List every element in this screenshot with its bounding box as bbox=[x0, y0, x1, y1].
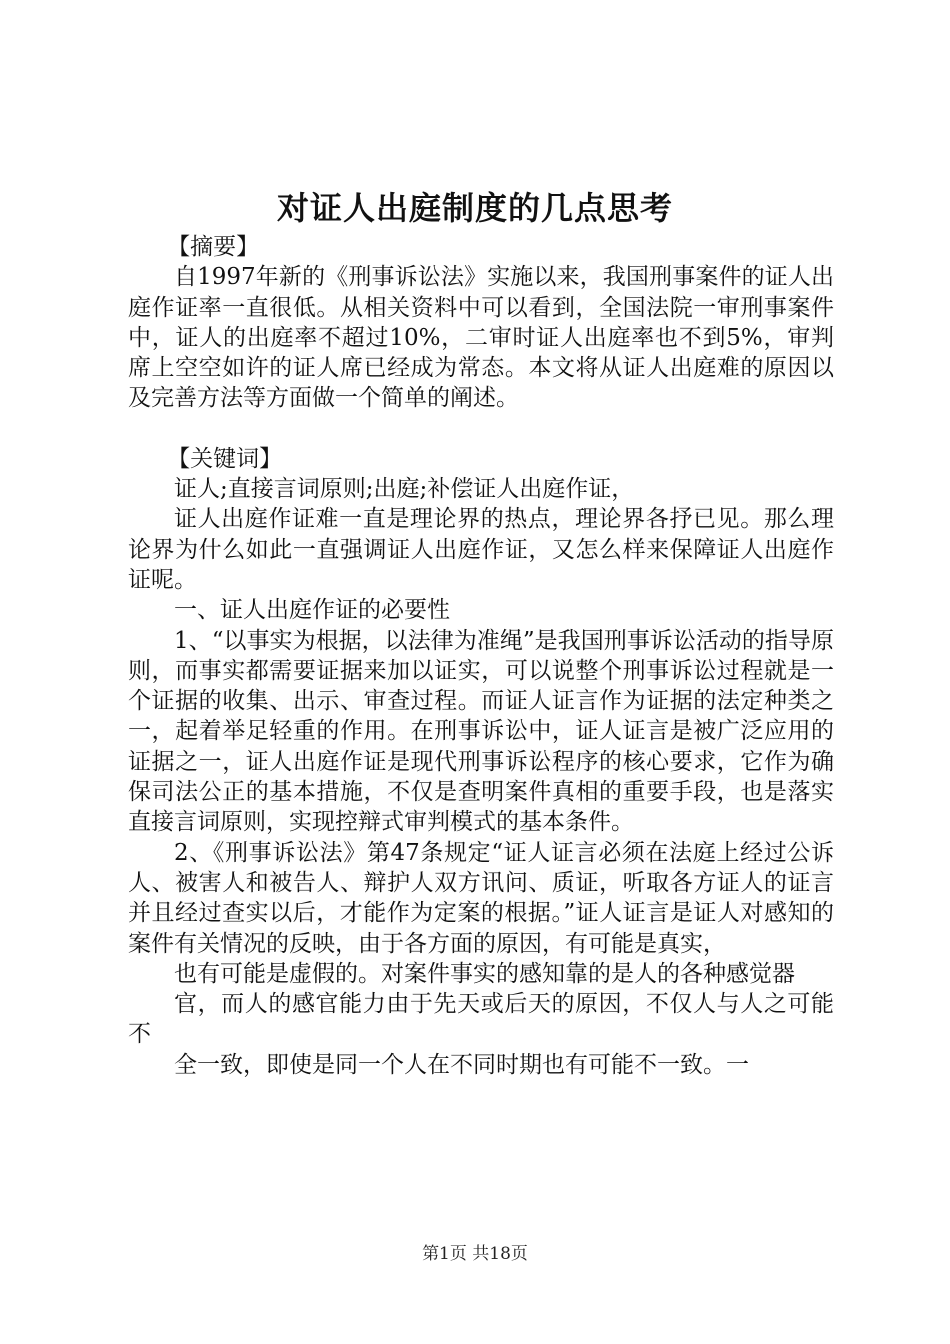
abstract-paragraph: 自1997年新的《刑事诉讼法》实施以来，我国刑事案件的证人出庭作证率一直很低。从相关资料中可以看到，全国法院一审刑事案件中，证人的出庭率不超过10%，二审时证人出庭率也不到5%，审判席上空空如许的证人席已经成为常态。本文将从证人出庭难的原因以及完善方法等方面做一个简单的阐述。 bbox=[128, 264, 834, 412]
fragment-paragraph-3: 全一致，即使是同一个人在不同时期也有可能不一致。一 bbox=[174, 1051, 749, 1078]
abstract-label: 【摘要】 bbox=[167, 234, 260, 260]
document-title: 对证人出庭制度的几点思考 bbox=[276, 189, 673, 227]
point-2-paragraph: 2、《刑事诉讼法》第47条规定“证人证言必须在法庭上经过公诉人、被害人和被告人、辩护人双方讯问、质证，听取各方证人的证言并且经过查实以后，才能作为定案的根据。”证人证言是证人对感知的案件有关情况的反映，由于各方面的原因，有可能是真实， bbox=[128, 839, 834, 957]
fragment-paragraph-1: 也有可能是虚假的。对案件事实的感知靠的是人的各种感觉器 bbox=[174, 960, 795, 987]
section-heading: 一、证人出庭作证的必要性 bbox=[174, 597, 450, 624]
keywords-paragraph: 证人;直接言词原则;出庭;补偿证人出庭作证， bbox=[174, 476, 635, 503]
point-1-paragraph: 1、“以事实为根据，以法律为准绳”是我国刑事诉讼活动的指导原则，而事实都需要证据来加以证实，可以说整个刑事诉讼过程就是一个证据的收集、出示、审查过程。而证人证言作为证据的法定种类之一，起着举足轻重的作用。在刑事诉讼中，证人证言是被广泛应用的证据之一，证人出庭作证是现代刑事诉讼程序的核心要求，它作为确保司法公正的基本措施，不仅是查明案件真相的重要手段，也是落实直接言词原则，实现控辩式审判模式的基本条件。 bbox=[128, 627, 834, 836]
intro-paragraph: 证人出庭作证难一直是理论界的热点，理论界各抒已见。那么理论界为什么如此一直强调证人出庭作证，又怎么样来保障证人出庭作证呢。 bbox=[128, 506, 834, 593]
fragment-paragraph-2: 官，而人的感官能力由于先天或后天的原因，不仅人与人之可能不 bbox=[128, 991, 834, 1048]
keywords-label: 【关键词】 bbox=[167, 445, 283, 472]
page-number-footer: 第1页 共18页 bbox=[422, 1244, 528, 1264]
document-body bbox=[128, 232, 834, 1080]
